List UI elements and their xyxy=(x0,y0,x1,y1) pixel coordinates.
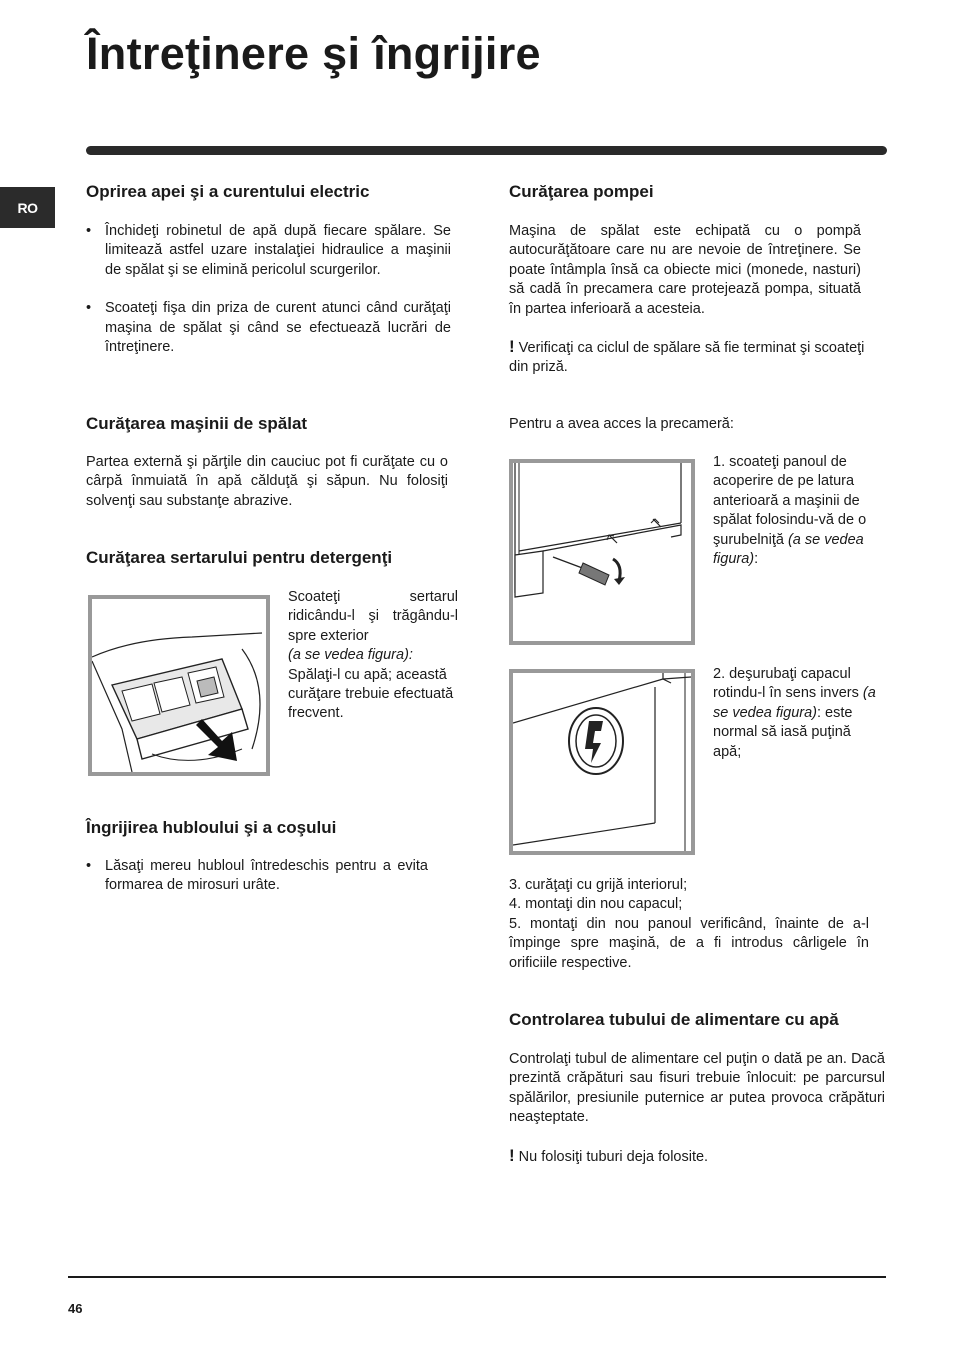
step-5: 5. montaţi din nou panoul verificând, înainte de a-l împinge spre maşină, de a fi introdus cârligele în orificiile respective. xyxy=(509,915,869,971)
prechamber-access-text: Pentru a avea acces la precameră: xyxy=(509,416,734,432)
pump-cap-figure xyxy=(509,669,695,855)
step-2-suffix: : este normal să iasă puţină apă; xyxy=(713,704,853,760)
step-1-suffix: : xyxy=(754,551,759,568)
steps-3-5 xyxy=(509,876,869,973)
drawer-text-line-b: Spălaţi-l cu apă; această curăţare trebuie efectuată frecvent. xyxy=(288,666,454,722)
panel-removal-figure xyxy=(509,459,695,645)
hose-check-text: Controlaţi tubul de alimentare cel puţin o dată pe an. Dacă prezintă crăpături sau fisuri trebuie înlocuit: pe parcursul spălărilor, presiunile puternice ar putea provoca crăpături neaşteptate. xyxy=(509,1051,885,1126)
section-heading-hose-check: Controlarea tubului de alimentare cu apă xyxy=(509,1010,839,1029)
language-tab: RO xyxy=(0,187,55,228)
pump-warning xyxy=(509,337,869,378)
section-heading-water-power: Oprirea apei şi a curentului electric xyxy=(86,182,370,201)
step-2-text: 2. deşurubaţi capacul rotindu-l în sens invers xyxy=(713,666,859,702)
section-heading-drawer-cleaning: Curăţarea sertarului pentru detergenţi xyxy=(86,548,393,567)
hose-warning-text: Nu folosiţi tuburi deja folosite. xyxy=(518,1149,709,1165)
drawer-cleaning-text xyxy=(288,588,458,724)
step-4: 4. montaţi din nou capacul; xyxy=(509,896,683,913)
water-power-list xyxy=(86,222,451,357)
warning-icon: ! xyxy=(509,337,515,356)
drawer-text-line-a: Scoateţi sertarul ridicându-l şi trăgându-l spre exterior xyxy=(288,589,458,644)
drawer-text-see-figure: (a se vedea figura): xyxy=(288,647,413,664)
list-item: • Lăsaţi mereu hubloul întredeschis pentru a evita formarea de mirosuri urâte. xyxy=(86,857,428,896)
door-drum-list xyxy=(86,857,428,896)
hose-warning xyxy=(509,1146,869,1167)
step-2 xyxy=(713,665,883,762)
warning-icon: ! xyxy=(509,1146,515,1165)
step-1-see-figure: (a se vedea figura) xyxy=(713,531,864,568)
page-number: 46 xyxy=(68,1301,83,1316)
step-1-text: 1. scoateţi panoul de acoperire de pe latura anterioară a maşinii de spălat folosindu-vă de o şurubelniţă xyxy=(713,454,867,548)
footer-divider xyxy=(68,1276,886,1278)
pump-cleaning-text: Maşina de spălat este echipată cu o pompă autocurăţătoare care nu are nevoie de întreţinere. Se poate întâmpla însă ca obiecte mici (monede, nasturi) să cadă în precamera care protejează pompa, situată în partea inferioară a acesteia. xyxy=(509,223,861,317)
detergent-drawer-figure xyxy=(88,595,270,776)
title-divider xyxy=(86,146,887,155)
step-2-see-figure: (a se vedea figura) xyxy=(713,685,876,721)
machine-cleaning-text: Partea externă şi părţile din cauciuc pot fi curăţate cu o cârpă înmuiată în apă călduţă şi săpun. Nu folosiţi solvenţi sau substanţe abrazive. xyxy=(86,454,448,509)
step-3: 3. curăţaţi cu grijă interiorul; xyxy=(509,877,688,893)
section-heading-machine-cleaning: Curăţarea maşinii de spălat xyxy=(86,414,308,433)
list-item: • Închideţi robinetul de apă după fiecare spălare. Se limitează astfel uzare instalaţiei hidraulice a maşinii de spălat şi se elimină pericolul scurgerilor. xyxy=(86,222,451,280)
step-1 xyxy=(713,453,883,569)
list-item: • Scoateţi fişa din priza de curent atunci când curăţaţi maşina de spălat şi când se efectuează lucrări de întreţinere. xyxy=(86,299,451,357)
page-title: Întreţinere şi îngrijire xyxy=(86,28,541,79)
pump-warning-text: Verificaţi ca ciclul de spălare să fie terminat şi scoateţi din priză. xyxy=(509,340,865,376)
section-heading-pump-cleaning: Curăţarea pompei xyxy=(509,182,654,201)
section-heading-door-drum: Îngrijirea hubloului şi a coşului xyxy=(86,818,337,837)
